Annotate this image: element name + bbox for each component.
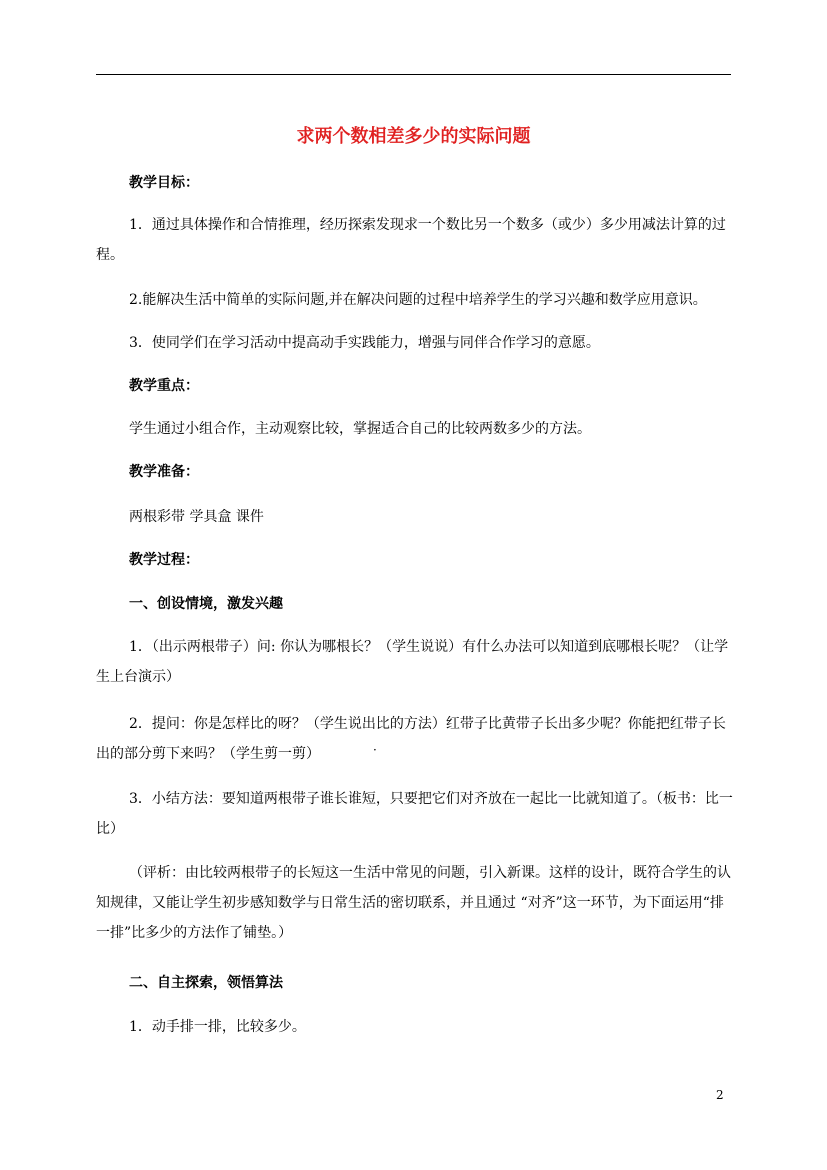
header-rule (96, 74, 731, 75)
part2-heading: 二、自主探索，领悟算法 (129, 975, 283, 991)
stray-mark: · (373, 743, 377, 757)
prep-text: 两根彩带 学具盒 课件 (129, 509, 264, 525)
step-1-2: 2．提问：你是怎样比的呀？（学生说出比的方法）红带子比黄带子长出多少呢？你能把红带子长出的部分剪下来吗？（学生剪一剪） (96, 716, 726, 762)
key-text: 学生通过小组合作，主动观察比较，掌握适合自己的比较两数多少的方法。 (129, 421, 591, 437)
process-heading: 教学过程： (129, 552, 199, 568)
key-heading: 教学重点： (129, 378, 199, 394)
comment-paragraph: （评析：由比较两根带子的长短这一生活中常见的问题，引入新课。这样的设计，既符合学生的认知规律，又能让学生初步感知数学与日常生活的密切联系，并且通过 “对齐”这一环节，为下面运用“排一排”比多少的方法作了铺垫。） (96, 865, 731, 941)
part1-heading: 一、创设情境，激发兴趣 (129, 596, 283, 612)
goal-3: 3．使同学们在学习活动中提高动手实践能力，增强与同伴合作学习的意愿。 (129, 335, 600, 351)
step-2-1: 1．动手排一排，比较多少。 (129, 1019, 306, 1035)
step-1-1: 1．（出示两根带子）问: 你认为哪根长？（学生说说）有什么办法可以知道到底哪根长呢？（让学生上台演示） (96, 639, 729, 685)
goal-1: 1．通过具体操作和合情推理，经历探索发现求一个数比另一个数多（或少）多少用减法计算的过程。 (96, 217, 726, 263)
page-number: 2 (716, 1088, 724, 1102)
prep-heading: 教学准备： (129, 464, 199, 480)
step-1-3: 3．小结方法：要知道两根带子谁长谁短，只要把它们对齐放在一起比一比就知道了。（板书：比一比） (96, 791, 733, 837)
goals-heading: 教学目标： (129, 175, 199, 191)
document-title: 求两个数相差多少的实际问题 (296, 126, 531, 147)
goal-2: 2.能解决生活中简单的实际问题,并在解决问题的过程中培养学生的学习兴趣和数学应用意识。 (129, 292, 707, 308)
